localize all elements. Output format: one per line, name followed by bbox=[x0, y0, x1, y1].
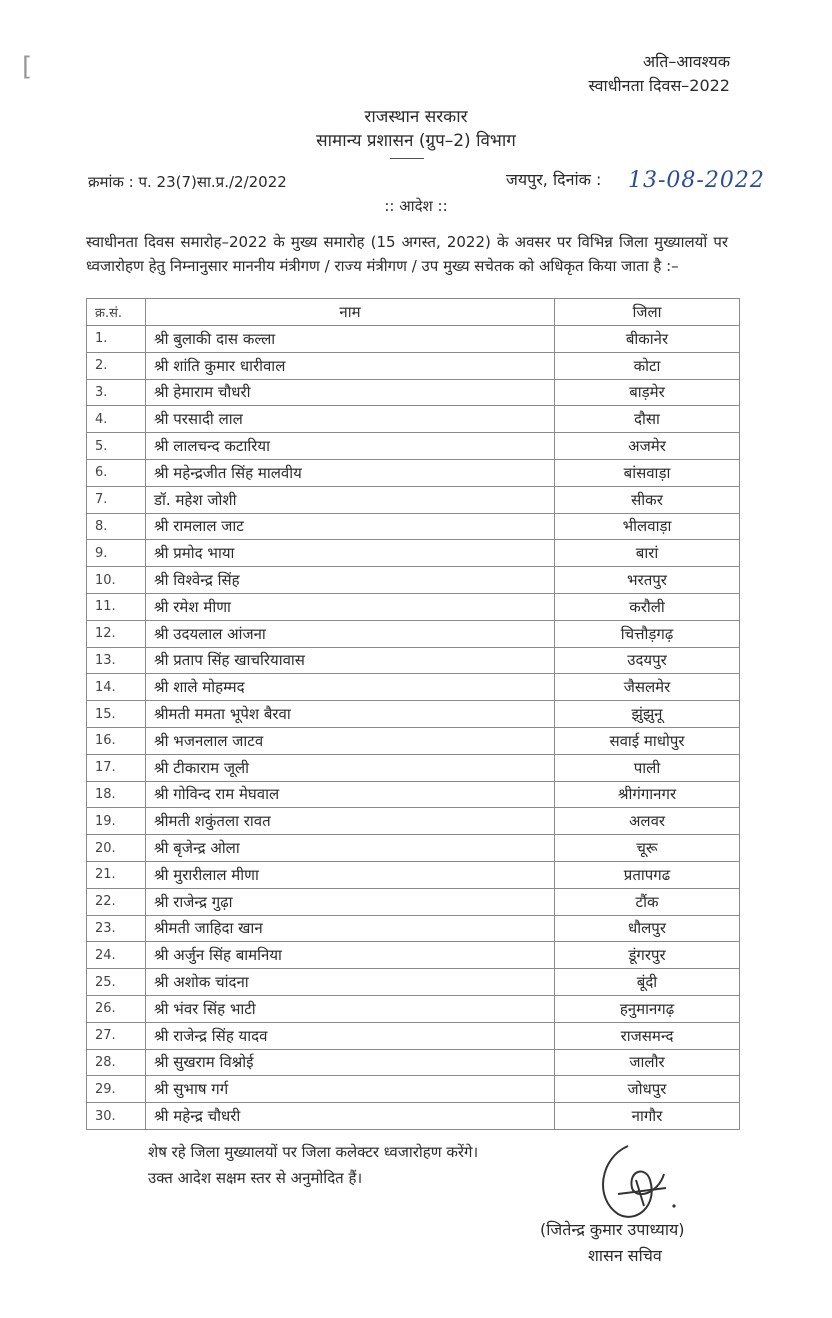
table-row bbox=[87, 620, 740, 647]
row-name: श्री राजेन्द्र सिंह यादव bbox=[146, 1022, 555, 1049]
row-district: चित्तौड़गढ़ bbox=[555, 620, 740, 647]
row-district: हनुमानगढ़ bbox=[555, 995, 740, 1022]
row-serial: 15. bbox=[87, 701, 146, 728]
signatory-title: शासन सचिव bbox=[588, 1246, 662, 1265]
row-district: बूंदी bbox=[555, 969, 740, 996]
header-serial: क्र.सं. bbox=[87, 299, 146, 326]
row-name: श्री शाले मोहम्मद bbox=[146, 674, 555, 701]
table-row bbox=[87, 861, 740, 888]
row-district: जैसलमेर bbox=[555, 674, 740, 701]
row-serial: 23. bbox=[87, 915, 146, 942]
row-serial: 30. bbox=[87, 1103, 146, 1130]
place-date-label: जयपुर, दिनांक : bbox=[506, 170, 602, 189]
row-name: श्री मुरारीलाल मीणा bbox=[146, 861, 555, 888]
table-row bbox=[87, 647, 740, 674]
row-district: जालौर bbox=[555, 1049, 740, 1076]
row-district: बाड़मेर bbox=[555, 379, 740, 406]
row-district: अजमेर bbox=[555, 433, 740, 460]
table-row bbox=[87, 459, 740, 486]
row-serial: 5. bbox=[87, 433, 146, 460]
row-district: जोधपुर bbox=[555, 1076, 740, 1103]
row-name: श्री शांति कुमार धारीवाल bbox=[146, 352, 555, 379]
row-serial: 17. bbox=[87, 754, 146, 781]
scan-bracket-mark: [ bbox=[22, 52, 33, 82]
row-district: श्रीगंगानगर bbox=[555, 781, 740, 808]
row-name: श्री सुभाष गर्ग bbox=[146, 1076, 555, 1103]
table-row bbox=[87, 1022, 740, 1049]
order-intro-paragraph: स्वाधीनता दिवस समारोह–2022 के मुख्य समारोह (15 अगस्त, 2022) के अवसर पर विभिन्न जिला मुख्यालयों पर ध्वजारोहण हेतु निम्नानुसार माननीय मंत्रीगण / राज्य मंत्रीगण / उप मुख्य सचेतक को अधिकृत किया जाता है :– bbox=[86, 233, 728, 275]
row-serial: 24. bbox=[87, 942, 146, 969]
table-row bbox=[87, 888, 740, 915]
row-name: श्री रामलाल जाट bbox=[146, 513, 555, 540]
row-serial: 6. bbox=[87, 459, 146, 486]
row-serial: 27. bbox=[87, 1022, 146, 1049]
row-serial: 26. bbox=[87, 995, 146, 1022]
row-district: बांसवाड़ा bbox=[555, 459, 740, 486]
row-serial: 11. bbox=[87, 593, 146, 620]
header-name: नाम bbox=[146, 299, 555, 326]
row-name: श्री परसादी लाल bbox=[146, 406, 555, 433]
row-serial: 12. bbox=[87, 620, 146, 647]
row-name: श्री उदयलाल आंजना bbox=[146, 620, 555, 647]
table-row bbox=[87, 727, 740, 754]
occasion-label: स्वाधीनता दिवस–2022 bbox=[588, 76, 730, 95]
row-district: डूंगरपुर bbox=[555, 942, 740, 969]
row-name: श्री राजेन्द्र गुढ़ा bbox=[146, 888, 555, 915]
table-row bbox=[87, 969, 740, 996]
table-row bbox=[87, 942, 740, 969]
table-row bbox=[87, 915, 740, 942]
row-district: भीलवाड़ा bbox=[555, 513, 740, 540]
row-serial: 8. bbox=[87, 513, 146, 540]
row-serial: 10. bbox=[87, 567, 146, 594]
row-name: श्री अशोक चांदना bbox=[146, 969, 555, 996]
row-serial: 7. bbox=[87, 486, 146, 513]
row-name: श्री सुखराम विश्नोई bbox=[146, 1049, 555, 1076]
government-title: राजस्थान सरकार bbox=[364, 107, 468, 127]
table-row bbox=[87, 1049, 740, 1076]
row-serial: 2. bbox=[87, 352, 146, 379]
row-district: कोटा bbox=[555, 352, 740, 379]
table-row bbox=[87, 486, 740, 513]
row-district: नागौर bbox=[555, 1103, 740, 1130]
priority-label: अति–आवश्यक bbox=[642, 52, 730, 71]
row-name: श्री भजनलाल जाटव bbox=[146, 727, 555, 754]
table-row bbox=[87, 995, 740, 1022]
row-name: श्री महेन्द्रजीत सिंह मालवीय bbox=[146, 459, 555, 486]
table-row bbox=[87, 406, 740, 433]
row-district: चूरू bbox=[555, 835, 740, 862]
row-serial: 20. bbox=[87, 835, 146, 862]
order-title: :: आदेश :: bbox=[384, 197, 448, 215]
title-divider bbox=[390, 158, 424, 159]
row-district: बीकानेर bbox=[555, 326, 740, 353]
row-name: श्री हेमाराम चौधरी bbox=[146, 379, 555, 406]
row-district: सीकर bbox=[555, 486, 740, 513]
table-row bbox=[87, 781, 740, 808]
table-body bbox=[87, 326, 740, 1130]
row-serial: 25. bbox=[87, 969, 146, 996]
signature-mark bbox=[588, 1136, 688, 1226]
row-serial: 22. bbox=[87, 888, 146, 915]
table-row bbox=[87, 754, 740, 781]
row-serial: 1. bbox=[87, 326, 146, 353]
row-serial: 16. bbox=[87, 727, 146, 754]
row-serial: 4. bbox=[87, 406, 146, 433]
table-row bbox=[87, 352, 740, 379]
row-name: श्रीमती शकुंतला रावत bbox=[146, 808, 555, 835]
row-serial: 14. bbox=[87, 674, 146, 701]
row-district: झुंझुनू bbox=[555, 701, 740, 728]
table-row bbox=[87, 379, 740, 406]
table-row bbox=[87, 808, 740, 835]
table-row bbox=[87, 835, 740, 862]
table-row bbox=[87, 701, 740, 728]
row-name: श्री बुलाकी दास कल्ला bbox=[146, 326, 555, 353]
table-row bbox=[87, 1103, 740, 1130]
row-serial: 3. bbox=[87, 379, 146, 406]
row-district: भरतपुर bbox=[555, 567, 740, 594]
department-title: सामान्य प्रशासन (ग्रुप–2) विभाग bbox=[316, 131, 516, 151]
row-name: श्री महेन्द्र चौधरी bbox=[146, 1103, 555, 1130]
row-district: टौंक bbox=[555, 888, 740, 915]
row-name: श्री अर्जुन सिंह बामनिया bbox=[146, 942, 555, 969]
table-row bbox=[87, 674, 740, 701]
row-district: करौली bbox=[555, 593, 740, 620]
row-district: बारां bbox=[555, 540, 740, 567]
row-serial: 18. bbox=[87, 781, 146, 808]
header-priority-block bbox=[540, 50, 730, 98]
reference-number: क्रमांक : प. 23(7)सा.प्र./2/2022 bbox=[88, 173, 287, 191]
row-district: पाली bbox=[555, 754, 740, 781]
row-serial: 29. bbox=[87, 1076, 146, 1103]
table-row bbox=[87, 433, 740, 460]
row-name: श्री भंवर सिंह भाटी bbox=[146, 995, 555, 1022]
row-serial: 19. bbox=[87, 808, 146, 835]
table-row bbox=[87, 513, 740, 540]
row-serial: 28. bbox=[87, 1049, 146, 1076]
footer-note-collectors: शेष रहे जिला मुख्यालयों पर जिला कलेक्टर ध्वजारोहण करेंगे। bbox=[148, 1143, 479, 1161]
row-name: श्री रमेश मीणा bbox=[146, 593, 555, 620]
row-name: श्रीमती ममता भूपेश बैरवा bbox=[146, 701, 555, 728]
row-district: राजसमन्द bbox=[555, 1022, 740, 1049]
row-district: सवाई माधोपुर bbox=[555, 727, 740, 754]
table-row bbox=[87, 1076, 740, 1103]
row-district: उदयपुर bbox=[555, 647, 740, 674]
table-row bbox=[87, 593, 740, 620]
row-district: प्रतापगढ bbox=[555, 861, 740, 888]
signatory-name: (जितेन्द्र कुमार उपाध्याय) bbox=[540, 1220, 685, 1239]
handwritten-date: 13-08-2022 bbox=[628, 168, 765, 193]
footer-note-approval: उक्त आदेश सक्षम स्तर से अनुमोदित हैं। bbox=[148, 1169, 363, 1187]
row-name: श्री प्रमोद भाया bbox=[146, 540, 555, 567]
row-district: दौसा bbox=[555, 406, 740, 433]
row-name: श्री विश्वेन्द्र सिंह bbox=[146, 567, 555, 594]
row-district: धौलपुर bbox=[555, 915, 740, 942]
row-name: श्रीमती जाहिदा खान bbox=[146, 915, 555, 942]
row-name: श्री टीकाराम जूली bbox=[146, 754, 555, 781]
header-district: जिला bbox=[555, 299, 740, 326]
row-serial: 21. bbox=[87, 861, 146, 888]
table-row bbox=[87, 326, 740, 353]
row-serial: 13. bbox=[87, 647, 146, 674]
row-name: श्री प्रताप सिंह खाचरियावास bbox=[146, 647, 555, 674]
row-name: श्री गोविन्द राम मेघवाल bbox=[146, 781, 555, 808]
table-row bbox=[87, 540, 740, 567]
row-district: अलवर bbox=[555, 808, 740, 835]
table-header-row bbox=[87, 299, 740, 326]
flag-hoisting-table bbox=[86, 298, 740, 1130]
row-name: डॉ. महेश जोशी bbox=[146, 486, 555, 513]
row-name: श्री बृजेन्द्र ओला bbox=[146, 835, 555, 862]
row-name: श्री लालचन्द कटारिया bbox=[146, 433, 555, 460]
table-row bbox=[87, 567, 740, 594]
row-serial: 9. bbox=[87, 540, 146, 567]
